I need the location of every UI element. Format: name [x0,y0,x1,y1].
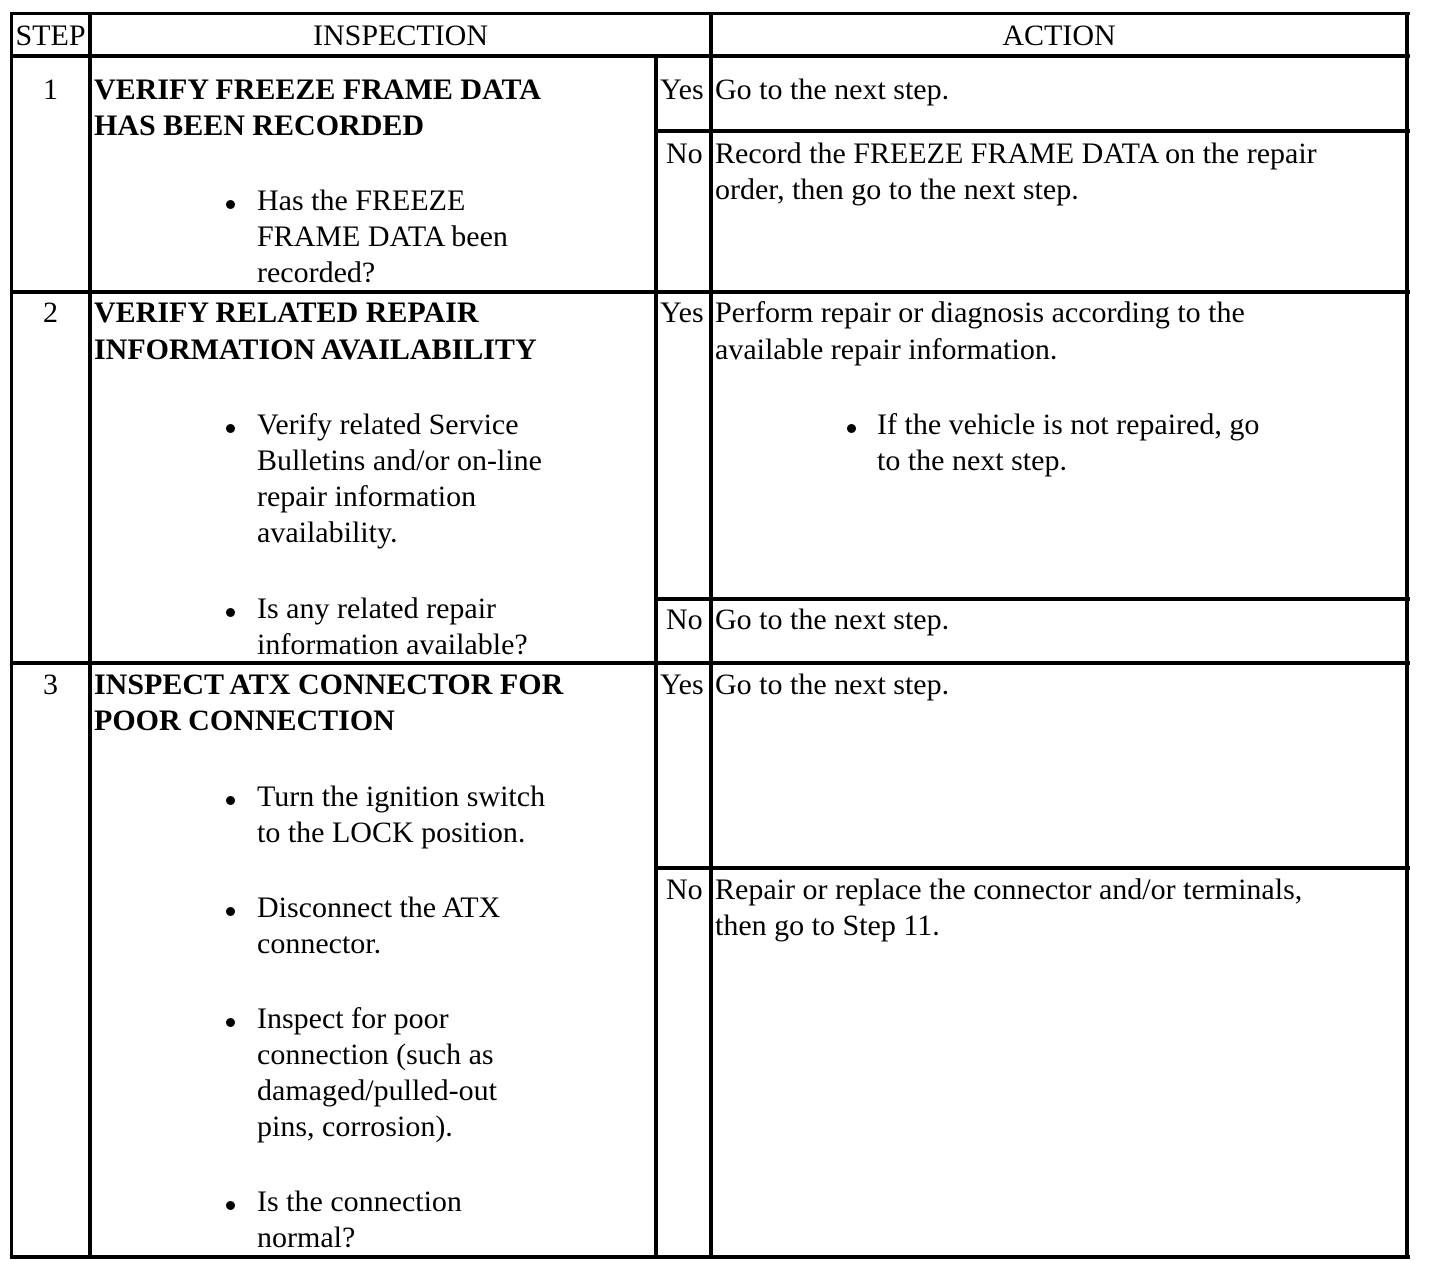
no-label: No [666,873,703,906]
bullet-text-line: Inspect for poor [257,1002,449,1035]
bullet-text-line: repair information [257,480,477,513]
inspection-title-line: POOR CONNECTION [94,704,395,737]
bullet-text-line: pins, corrosion). [257,1110,453,1143]
answer-column-divider [654,56,658,1259]
bullet-text-line: Turn the ignition switch [257,780,546,813]
action-text-line: then go to Step 11. [715,909,940,942]
row3-yes-no-divider [656,866,1410,870]
bullet-text-line: connector. [257,927,382,960]
yes-label: Yes [660,73,704,106]
action-text-line: Record the FREEZE FRAME DATA on the repair [715,137,1317,170]
step-number: 1 [43,73,58,106]
bullet-text-line: information available? [257,628,528,661]
bullet-text-line: damaged/pulled-out [257,1074,497,1107]
bullet-text-line: Disconnect the ATX [257,891,501,924]
bullet-text-line: recorded? [257,256,376,289]
header-action: ACTION [1002,19,1116,52]
bullet-icon [226,907,235,916]
bullet-icon [847,424,856,433]
header-step: STEP [15,19,86,52]
bullet-icon [226,1201,235,1210]
action-text-line: Go to the next step. [715,73,950,106]
action-text-line: order, then go to the next step. [715,173,1079,206]
table-border-left [10,12,13,1259]
bullet-text-line: Verify related Service [257,408,519,441]
action-column-divider [709,12,713,1259]
no-label: No [666,137,703,170]
table-border-right [1405,12,1409,1259]
step-column-divider [88,12,92,1259]
bullet-text-line: availability. [257,516,398,549]
no-label: No [666,603,703,636]
bullet-text-line: Has the FREEZE [257,184,466,217]
bullet-icon [226,796,235,805]
row2-yes-no-divider [656,597,1410,601]
action-bullet-line: to the next step. [877,444,1067,477]
action-text-line: Repair or replace the connector and/or terminals, [715,873,1303,906]
bullet-icon [226,608,235,617]
yes-label: Yes [660,668,704,701]
step-number: 2 [43,296,58,329]
step-number: 3 [43,668,58,701]
bullet-text-line: connection (such as [257,1038,494,1071]
inspection-title-line: HAS BEEN RECORDED [94,109,425,142]
action-text-line: Perform repair or diagnosis according to the [715,296,1245,329]
bullet-icon [226,200,235,209]
bullet-icon [226,424,235,433]
inspection-title-line: VERIFY RELATED REPAIR [94,296,479,329]
action-text-line: available repair information. [715,333,1058,366]
action-text-line: Go to the next step. [715,668,950,701]
bullet-icon [226,1018,235,1027]
bullet-text-line: FRAME DATA been [257,220,508,253]
yes-label: Yes [660,296,704,329]
inspection-title-line: INSPECT ATX CONNECTOR FOR [94,668,564,701]
bullet-text-line: Bulletins and/or on-line [257,444,542,477]
inspection-title-line: INFORMATION AVAILABILITY [94,333,537,366]
bullet-text-line: Is the connection [257,1185,462,1218]
header-inspection: INSPECTION [312,19,488,52]
action-text-line: Go to the next step. [715,603,950,636]
inspection-title-line: VERIFY FREEZE FRAME DATA [94,73,541,106]
bullet-text-line: Is any related repair [257,592,497,625]
action-bullet-line: If the vehicle is not repaired, go [877,408,1260,441]
bullet-text-line: normal? [257,1221,356,1254]
row1-yes-no-divider [656,129,1410,133]
bullet-text-line: to the LOCK position. [257,816,526,849]
